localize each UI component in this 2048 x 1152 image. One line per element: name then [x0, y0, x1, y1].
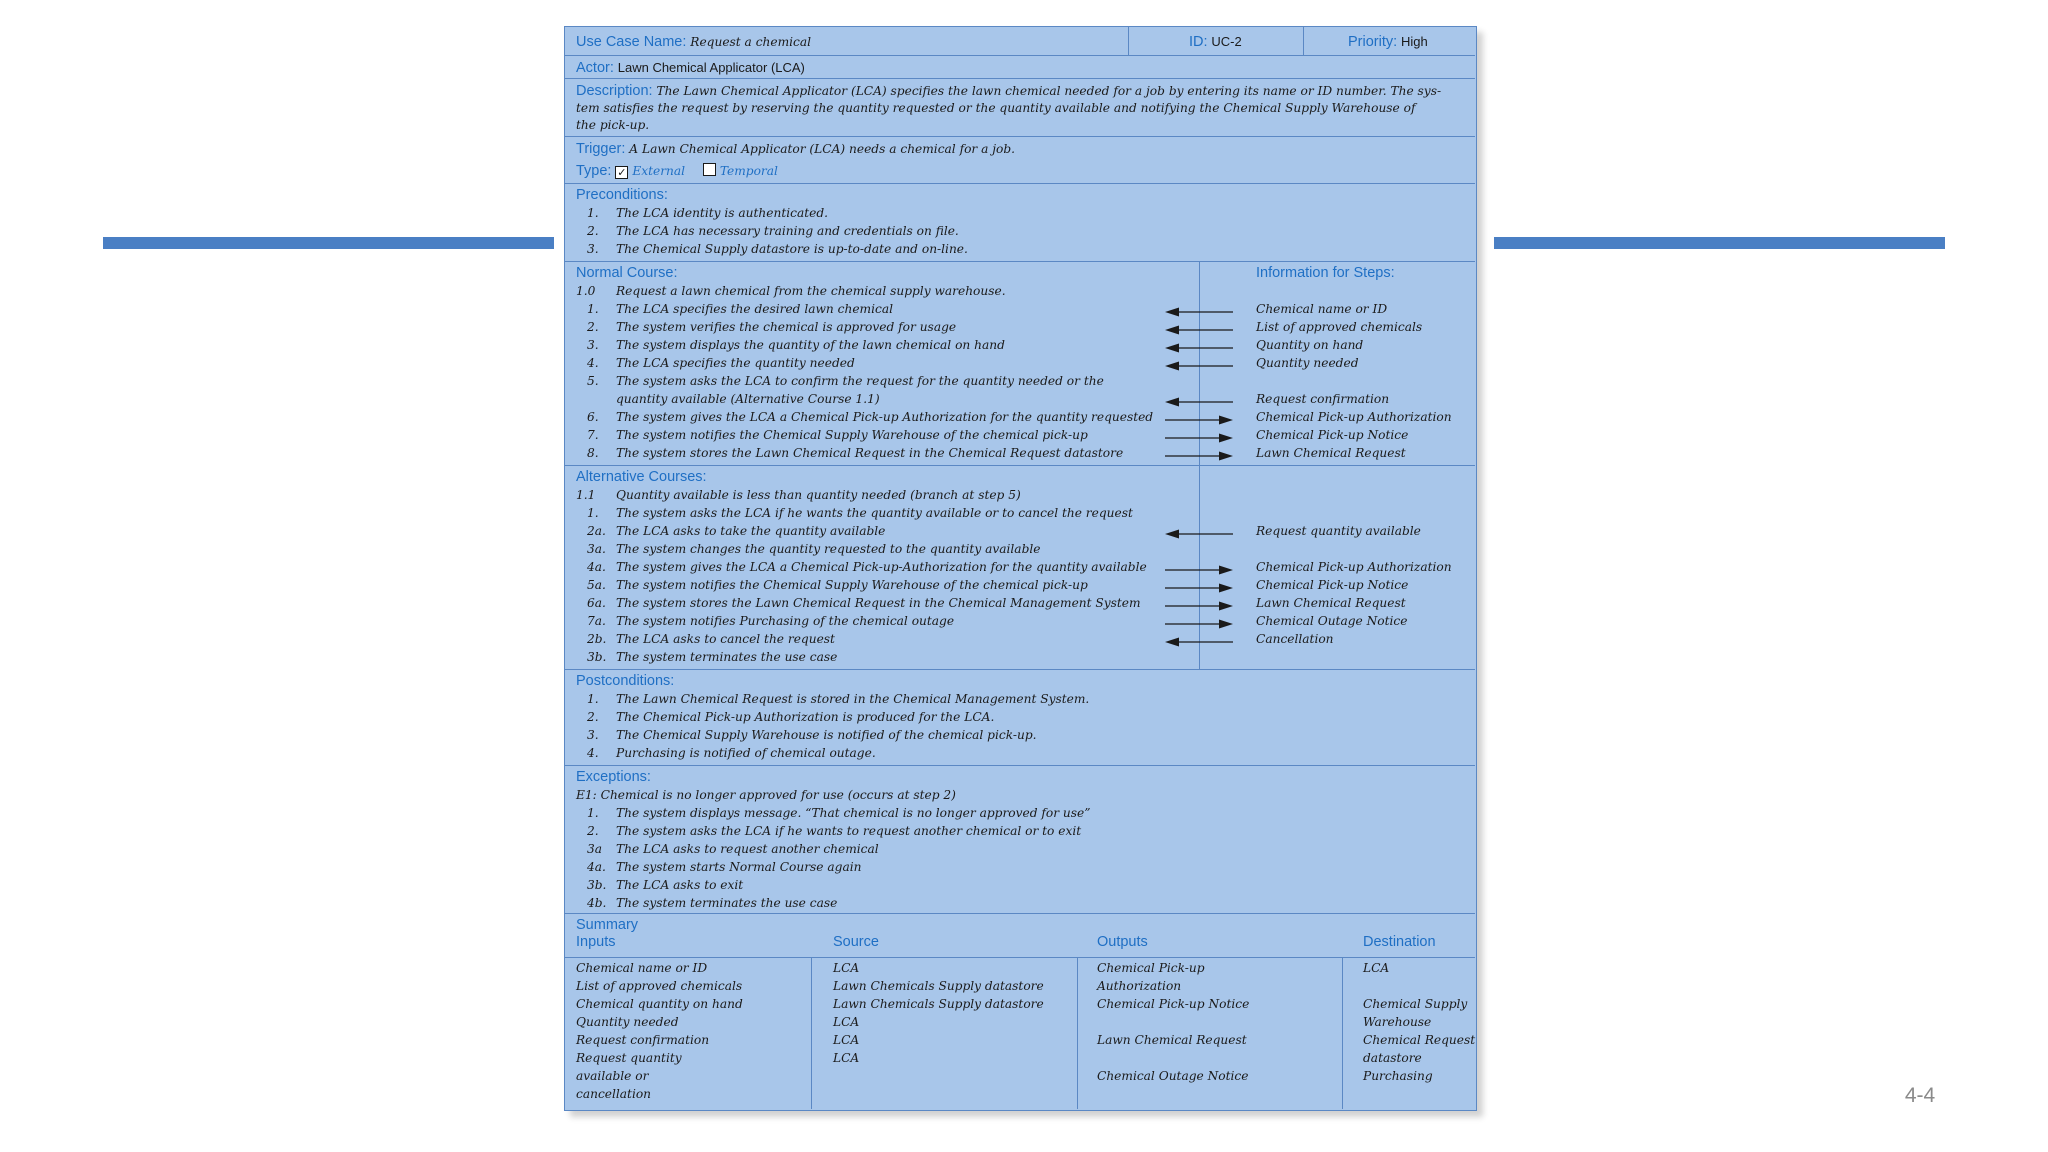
exception-text: The system displays message. “That chemical is no longer approved for use”: [616, 806, 1091, 820]
alt-step-num: 2a.: [587, 524, 606, 538]
header-divider-1: [1128, 27, 1129, 55]
description-line: tem satisfies the request by reserving the quantity requested or the quantity available and notifying the Chemical Supply Warehouse of: [576, 101, 1416, 115]
step-text: The system verifies the chemical is approved for usage: [616, 320, 957, 334]
step-text-continued: quantity available (Alternative Course 1.1): [616, 392, 880, 406]
alt-step-num: 6a.: [587, 596, 606, 610]
alt-step-text: The system notifies the Chemical Supply Warehouse of the chemical pick-up: [616, 578, 1088, 592]
summary-source: Lawn Chemicals Supply datastore: [833, 979, 1044, 993]
priority-label: Priority:: [1348, 34, 1398, 50]
alt-step-info: Lawn Chemical Request: [1256, 596, 1406, 610]
step-info: Chemical Pick-up Authorization: [1256, 410, 1452, 424]
summary-input: Chemical quantity on hand: [576, 997, 743, 1011]
arrow-right-icon: [1165, 450, 1235, 462]
summary-source-header: Source: [833, 934, 879, 950]
arrow-left-icon: [1165, 324, 1235, 336]
alt-step-info: Chemical Outage Notice: [1256, 614, 1408, 628]
step-info: Chemical Pick-up Notice: [1256, 428, 1409, 442]
id-label: ID:: [1189, 34, 1208, 50]
summary-source: LCA: [833, 1051, 860, 1065]
trigger-label: Trigger:: [576, 141, 626, 157]
summary-source: Lawn Chemicals Supply datastore: [833, 997, 1044, 1011]
summary-col-divider: [1077, 958, 1078, 1109]
alt-step-num: 3b.: [587, 650, 607, 664]
external-checkbox: ✓: [617, 166, 627, 179]
summary-col-divider: [811, 958, 812, 1109]
arrow-left-icon: [1165, 528, 1235, 540]
step-num: 2.: [587, 320, 599, 334]
postcondition-num: 3.: [587, 728, 599, 742]
alt-step-info: Chemical Pick-up Notice: [1256, 578, 1409, 592]
arrow-right-icon: [1165, 414, 1235, 426]
exception-num: 1.: [587, 806, 599, 820]
precondition-num: 1.: [587, 206, 599, 220]
arrow-right-icon: [1165, 564, 1235, 576]
trigger-value: A Lawn Chemical Applicator (LCA) needs a chemical for a job.: [629, 142, 1016, 156]
alternative-courses-label: Alternative Courses:: [576, 469, 707, 485]
step-text: The system asks the LCA to confirm the request for the quantity needed or the: [616, 374, 1104, 388]
precondition-text: The LCA identity is authenticated.: [616, 206, 828, 220]
use-case-name-label: Use Case Name:: [576, 34, 687, 50]
id-value: UC-2: [1211, 34, 1242, 49]
arrow-right-icon: [1165, 618, 1235, 630]
exception-text: The system starts Normal Course again: [616, 860, 862, 874]
arrow-left-icon: [1165, 636, 1235, 648]
alt-step-text: The system stores the Lawn Chemical Request in the Chemical Management System: [616, 596, 1141, 610]
use-case-name-value: Request a chemical: [690, 35, 812, 49]
alt-step-text: The system changes the quantity requested to the quantity available: [616, 542, 1041, 556]
summary-destination: Chemical Supply: [1363, 997, 1468, 1011]
description-line: The Lawn Chemical Applicator (LCA) specifies the lawn chemical needed for a job by entering its name or ID number. The sys-: [656, 84, 1442, 98]
step-text: The system gives the LCA a Chemical Pick-up Authorization for the quantity requested: [616, 410, 1154, 424]
alt-step-num: 2b.: [587, 632, 607, 646]
alt-step-num: 4a.: [587, 560, 606, 574]
alt-course-heading-num: 1.1: [576, 488, 596, 502]
step-num: 3.: [587, 338, 599, 352]
postconditions-section: [565, 670, 1475, 766]
exception-text: The LCA asks to exit: [616, 878, 744, 892]
step-text: The LCA specifies the desired lawn chemical: [616, 302, 893, 316]
postcondition-text: The Lawn Chemical Request is stored in the Chemical Management System.: [616, 692, 1090, 706]
arrow-left-icon: [1165, 396, 1235, 408]
step-info: Request confirmation: [1256, 392, 1390, 406]
external-option: External: [632, 164, 686, 178]
summary-input: Quantity needed: [576, 1015, 679, 1029]
alt-step-text: The LCA asks to cancel the request: [616, 632, 835, 646]
step-info: Quantity needed: [1256, 356, 1359, 370]
summary-destination: datastore: [1363, 1051, 1422, 1065]
step-num: 7.: [587, 428, 599, 442]
precondition-num: 3.: [587, 242, 599, 256]
step-text: The system notifies the Chemical Supply Warehouse of the chemical pick-up: [616, 428, 1088, 442]
exception-text: The LCA asks to request another chemical: [616, 842, 879, 856]
preconditions-label: Preconditions:: [576, 187, 668, 203]
actor-value: Lawn Chemical Applicator (LCA): [617, 60, 805, 75]
summary-output: Chemical Pick-up: [1097, 961, 1205, 975]
arrow-left-icon: [1165, 306, 1235, 318]
exceptions-section: [565, 766, 1475, 914]
summary-input: Chemical name or ID: [576, 961, 708, 975]
summary-destination: Warehouse: [1363, 1015, 1432, 1029]
alt-step-text: The system terminates the use case: [616, 650, 838, 664]
alt-step-text: The system asks the LCA if he wants the quantity available or to cancel the request: [616, 506, 1133, 520]
summary-destination: Chemical Request: [1363, 1033, 1476, 1047]
alt-step-text: The system notifies Purchasing of the chemical outage: [616, 614, 955, 628]
summary-label: Summary: [576, 917, 639, 933]
summary-input: Request quantity: [576, 1051, 682, 1065]
postcondition-text: The Chemical Supply Warehouse is notified of the chemical pick-up.: [616, 728, 1037, 742]
use-case-document: [564, 26, 1477, 1111]
postcondition-num: 2.: [587, 710, 599, 724]
alt-step-text: The system gives the LCA a Chemical Pick-up-Authorization for the quantity available: [616, 560, 1147, 574]
header-row: [565, 27, 1475, 56]
exception-text: The system asks the LCA if he wants to request another chemical or to exit: [616, 824, 1082, 838]
summary-output: Authorization: [1097, 979, 1182, 993]
arrow-right-icon: [1165, 600, 1235, 612]
exceptions-label: Exceptions:: [576, 769, 651, 785]
alt-step-info: Cancellation: [1256, 632, 1334, 646]
step-info: Lawn Chemical Request: [1256, 446, 1406, 460]
type-label: Type:: [576, 163, 612, 179]
normal-course-heading: Request a lawn chemical from the chemical supply warehouse.: [616, 284, 1006, 298]
normal-course-label: Normal Course:: [576, 265, 678, 281]
info-for-steps-label: Information for Steps:: [1256, 265, 1395, 281]
summary-table: [565, 958, 1475, 1108]
summary-input: cancellation: [576, 1087, 652, 1101]
step-num: 5.: [587, 374, 599, 388]
summary-output: Lawn Chemical Request: [1097, 1033, 1247, 1047]
step-text: The system displays the quantity of the lawn chemical on hand: [616, 338, 1005, 352]
summary-source: LCA: [833, 1033, 860, 1047]
summary-inputs-header: Inputs: [576, 934, 616, 950]
description-section: [565, 79, 1475, 137]
exception-num: 2.: [587, 824, 599, 838]
alt-step-num: 7a.: [587, 614, 606, 628]
exception-num: 3b.: [587, 878, 607, 892]
alt-step-num: 5a.: [587, 578, 606, 592]
summary-header: [565, 914, 1475, 958]
header-divider-2: [1303, 27, 1304, 55]
exception-heading: E1: Chemical is no longer approved for use (occurs at step 2): [576, 788, 956, 802]
step-info: Quantity on hand: [1256, 338, 1364, 352]
postcondition-text: The Chemical Pick-up Authorization is produced for the LCA.: [616, 710, 995, 724]
summary-output: Chemical Outage Notice: [1097, 1069, 1249, 1083]
exception-num: 4a.: [587, 860, 606, 874]
postcondition-num: 4.: [587, 746, 599, 760]
exception-num: 4b.: [587, 896, 607, 910]
description-line: the pick-up.: [576, 118, 650, 132]
temporal-option: Temporal: [719, 164, 778, 178]
precondition-text: The Chemical Supply datastore is up-to-date and on-line.: [616, 242, 968, 256]
actor-row: [565, 56, 1475, 79]
summary-input: List of approved chemicals: [576, 979, 743, 993]
actor-label: Actor:: [576, 60, 614, 76]
summary-col-divider: [1342, 958, 1343, 1109]
step-num: 6.: [587, 410, 599, 424]
description-label: Description:: [576, 83, 653, 99]
step-text: The system stores the Lawn Chemical Request in the Chemical Request datastore: [616, 446, 1124, 460]
temporal-checkbox: [703, 163, 716, 176]
alt-step-num: 1.: [587, 506, 599, 520]
alt-step-num: 3a.: [587, 542, 606, 556]
arrow-left-icon: [1165, 360, 1235, 372]
summary-destination: Purchasing: [1363, 1069, 1433, 1083]
decorative-rule-left: [103, 237, 554, 249]
summary-source: LCA: [833, 961, 860, 975]
summary-outputs-header: Outputs: [1097, 934, 1148, 950]
normal-course-heading-num: 1.0: [576, 284, 596, 298]
alt-course-heading: Quantity available is less than quantity needed (branch at step 5): [616, 488, 1021, 502]
alt-step-info: Request quantity available: [1256, 524, 1421, 538]
summary-input: Request confirmation: [576, 1033, 710, 1047]
summary-input: available or: [576, 1069, 649, 1083]
alt-step-info: Chemical Pick-up Authorization: [1256, 560, 1452, 574]
postconditions-label: Postconditions:: [576, 673, 675, 689]
alt-step-text: The LCA asks to take the quantity available: [616, 524, 886, 538]
decorative-rule-right: [1494, 237, 1945, 249]
summary-destination-header: Destination: [1363, 934, 1436, 950]
precondition-text: The LCA has necessary training and credentials on file.: [616, 224, 959, 238]
slide-number: 4-4: [1904, 1084, 1936, 1107]
normal-course-section: [565, 262, 1475, 466]
summary-source: LCA: [833, 1015, 860, 1029]
step-text: The LCA specifies the quantity needed: [616, 356, 855, 370]
summary-output: Chemical Pick-up Notice: [1097, 997, 1250, 1011]
step-num: 4.: [587, 356, 599, 370]
step-info: List of approved chemicals: [1256, 320, 1423, 334]
exception-num: 3a: [587, 842, 603, 856]
precondition-num: 2.: [587, 224, 599, 238]
step-info: Chemical name or ID: [1256, 302, 1388, 316]
exception-text: The system terminates the use case: [616, 896, 838, 910]
arrow-right-icon: [1165, 582, 1235, 594]
postcondition-num: 1.: [587, 692, 599, 706]
arrow-right-icon: [1165, 432, 1235, 444]
step-num: 8.: [587, 446, 599, 460]
preconditions-section: [565, 184, 1475, 262]
arrow-left-icon: [1165, 342, 1235, 354]
postcondition-text: Purchasing is notified of chemical outage.: [616, 746, 876, 760]
step-num: 1.: [587, 302, 599, 316]
summary-destination: LCA: [1363, 961, 1390, 975]
trigger-section: [565, 137, 1475, 184]
alternative-courses-section: [565, 466, 1475, 670]
priority-value: High: [1401, 34, 1428, 49]
